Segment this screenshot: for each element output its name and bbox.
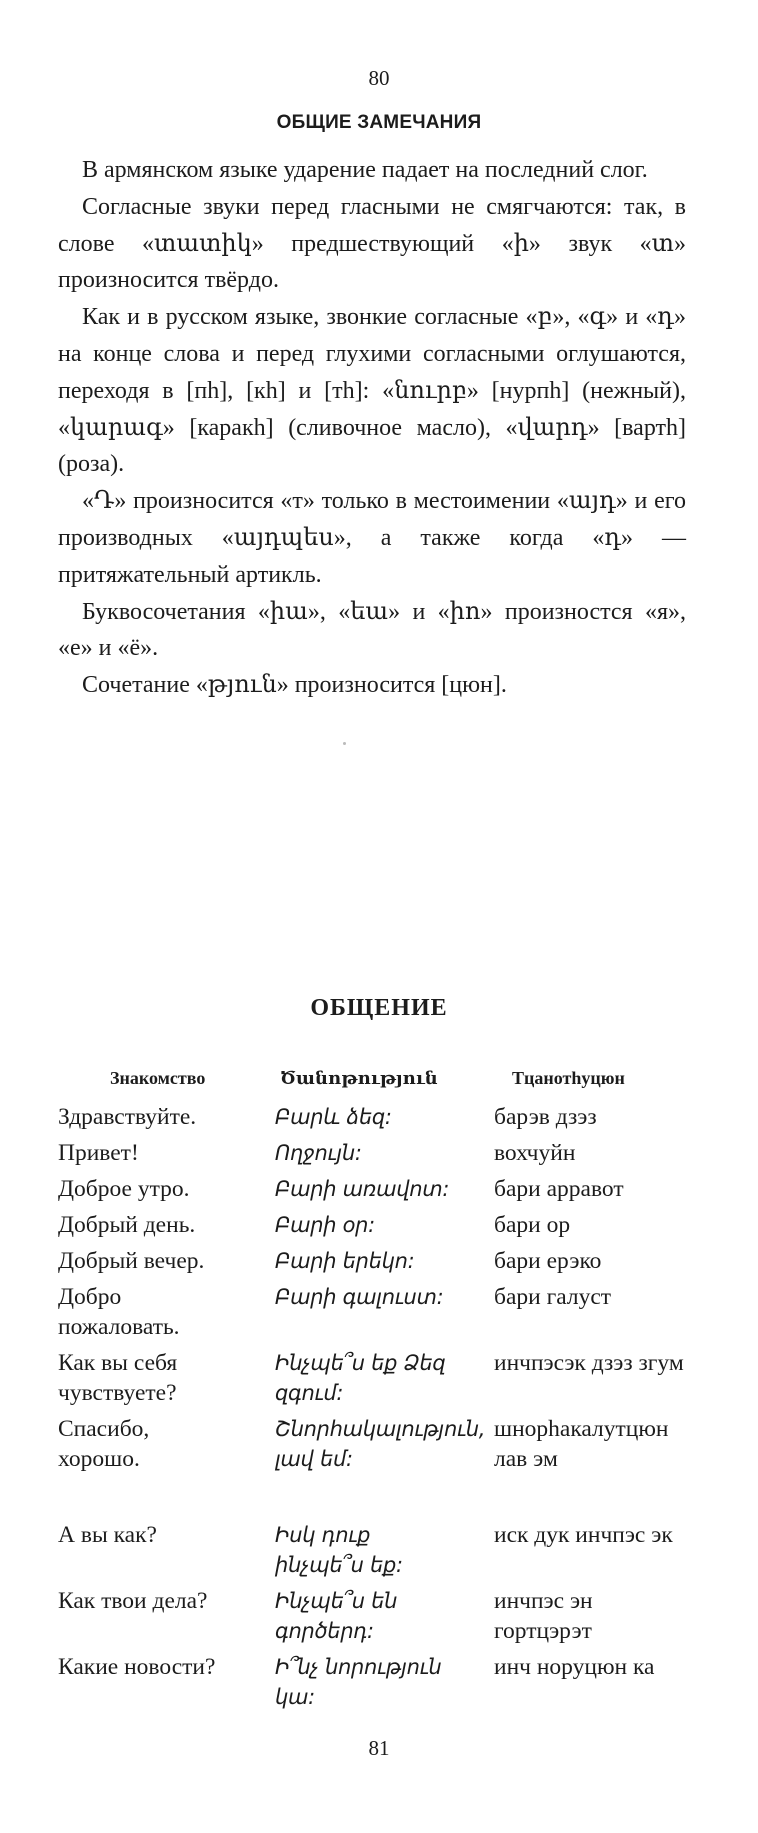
phrase-row [0, 1139, 758, 1175]
phrase-armenian: Բարև ձեզ: [275, 1105, 392, 1129]
phrase-row [0, 1283, 758, 1349]
phrase-armenian: Ի՞նչ նորություն կա: [275, 1655, 442, 1709]
notes-title: ОБЩИЕ ЗАМЕЧАНИЯ [276, 112, 482, 133]
phrase-transcription: инч норуцюн ка [494, 1654, 655, 1680]
notes-paragraph: Буквосочетания «իա», «եա» и «իո» произностся «я», «е» и «ё». [58, 598, 686, 662]
phrase-transcription: иск дук инчпэс эк [494, 1522, 673, 1548]
notes-paragraph: В армянском языке ударение падает на последний слог. [82, 157, 648, 183]
phrase-russian: Привет! [58, 1140, 139, 1166]
phrase-armenian: Բարի երեկո: [275, 1249, 415, 1273]
page-number-bottom: 81 [368, 1736, 390, 1760]
phrase-russian: Добрый вечер. [58, 1248, 205, 1274]
phrase-transcription: вохчуйн [494, 1140, 576, 1166]
notes-paragraph: Сочетание «թյուն» произносится [цюн]. [82, 672, 507, 699]
phrase-russian: Спасибо, хорошо. [58, 1416, 150, 1472]
phrase-row [0, 1521, 758, 1587]
phrase-row [0, 1587, 758, 1653]
phrase-armenian: Ինչպե՞ս են գործերդ: [275, 1589, 398, 1643]
phrase-transcription: бари галуст [494, 1284, 612, 1310]
phrase-armenian: Իսկ դուք ինչպե՞ս եք: [275, 1523, 403, 1577]
phrase-transcription: барэв дзэз [494, 1104, 597, 1130]
phrase-transcription: шнорһакалутцюн лав эм [494, 1416, 669, 1472]
phrase-armenian: Բարի առավոտ: [275, 1177, 450, 1201]
phrase-armenian: Բարի օր: [275, 1213, 375, 1237]
notes-body [58, 152, 686, 704]
phrase-transcription: бари арравот [494, 1176, 624, 1202]
phrase-armenian: Շնորհակալություն, լավ եմ: [275, 1417, 486, 1471]
phrase-armenian: Բարի գալուստ: [275, 1285, 444, 1309]
phrase-russian: Добрый день. [58, 1212, 196, 1238]
phrase-armenian: Ողջույն: [275, 1141, 362, 1165]
notes-paragraph: Согласные звуки перед гласными не смягчаются: так, в слове «տատիկ» предшествующий «ի» звук «տ» произносится твёрдо. [58, 193, 686, 294]
phrase-armenian: Ինչպե՞ս եք Ձեզ զգում: [275, 1351, 446, 1405]
notes-paragraph: «Դ» произносится «т» только в местоимении «այդ» и его производных «այդպես», а также когда «դ» — притяжательный артикль. [58, 488, 686, 588]
column-header-transcription: Тцанотһуцюн [512, 1068, 625, 1088]
phrase-row [0, 1653, 758, 1719]
column-header-russian: Знакомство [110, 1068, 206, 1088]
print-speck [343, 742, 346, 745]
phrase-russian: А вы как? [58, 1522, 157, 1548]
phrase-transcription: инчпэс эн гортцэрэт [494, 1588, 593, 1644]
column-header-armenian: Ծանոթություն [280, 1068, 438, 1088]
phrase-transcription: бари ерэко [494, 1248, 602, 1274]
phrase-russian: Как вы себя чувствуете? [58, 1350, 178, 1406]
phrase-row [0, 1415, 758, 1521]
phrase-transcription: инчпэсэк дзэз згум [494, 1350, 684, 1376]
phrase-row [0, 1103, 758, 1139]
page-number-top: 80 [368, 66, 390, 90]
phrase-russian: Доброе утро. [58, 1176, 190, 1202]
phrase-russian: Как твои дела? [58, 1588, 208, 1614]
phrase-row [0, 1247, 758, 1283]
phrase-row [0, 1175, 758, 1211]
phrase-row [0, 1349, 758, 1415]
notes-paragraph: Как и в русском языке, звонкие согласные «բ», «գ» и «դ» на конце слова и перед глухими согласными оглушаются, переходя в [пһ], [кһ] и [тһ]: «նուրբ» [нурпһ] (нежный), «կարագ» [каракһ] (сливочное масло), «վարդ» [вартһ] (роза). [58, 304, 686, 478]
phrase-table [0, 1103, 758, 1719]
section-title: ОБЩЕНИЕ [310, 995, 448, 1021]
phrase-transcription: бари ор [494, 1212, 571, 1238]
phrase-russian: Какие новости? [58, 1654, 216, 1680]
phrase-russian: Добро пожаловать. [58, 1284, 180, 1340]
phrase-russian: Здравствуйте. [58, 1104, 197, 1130]
phrase-row [0, 1211, 758, 1247]
